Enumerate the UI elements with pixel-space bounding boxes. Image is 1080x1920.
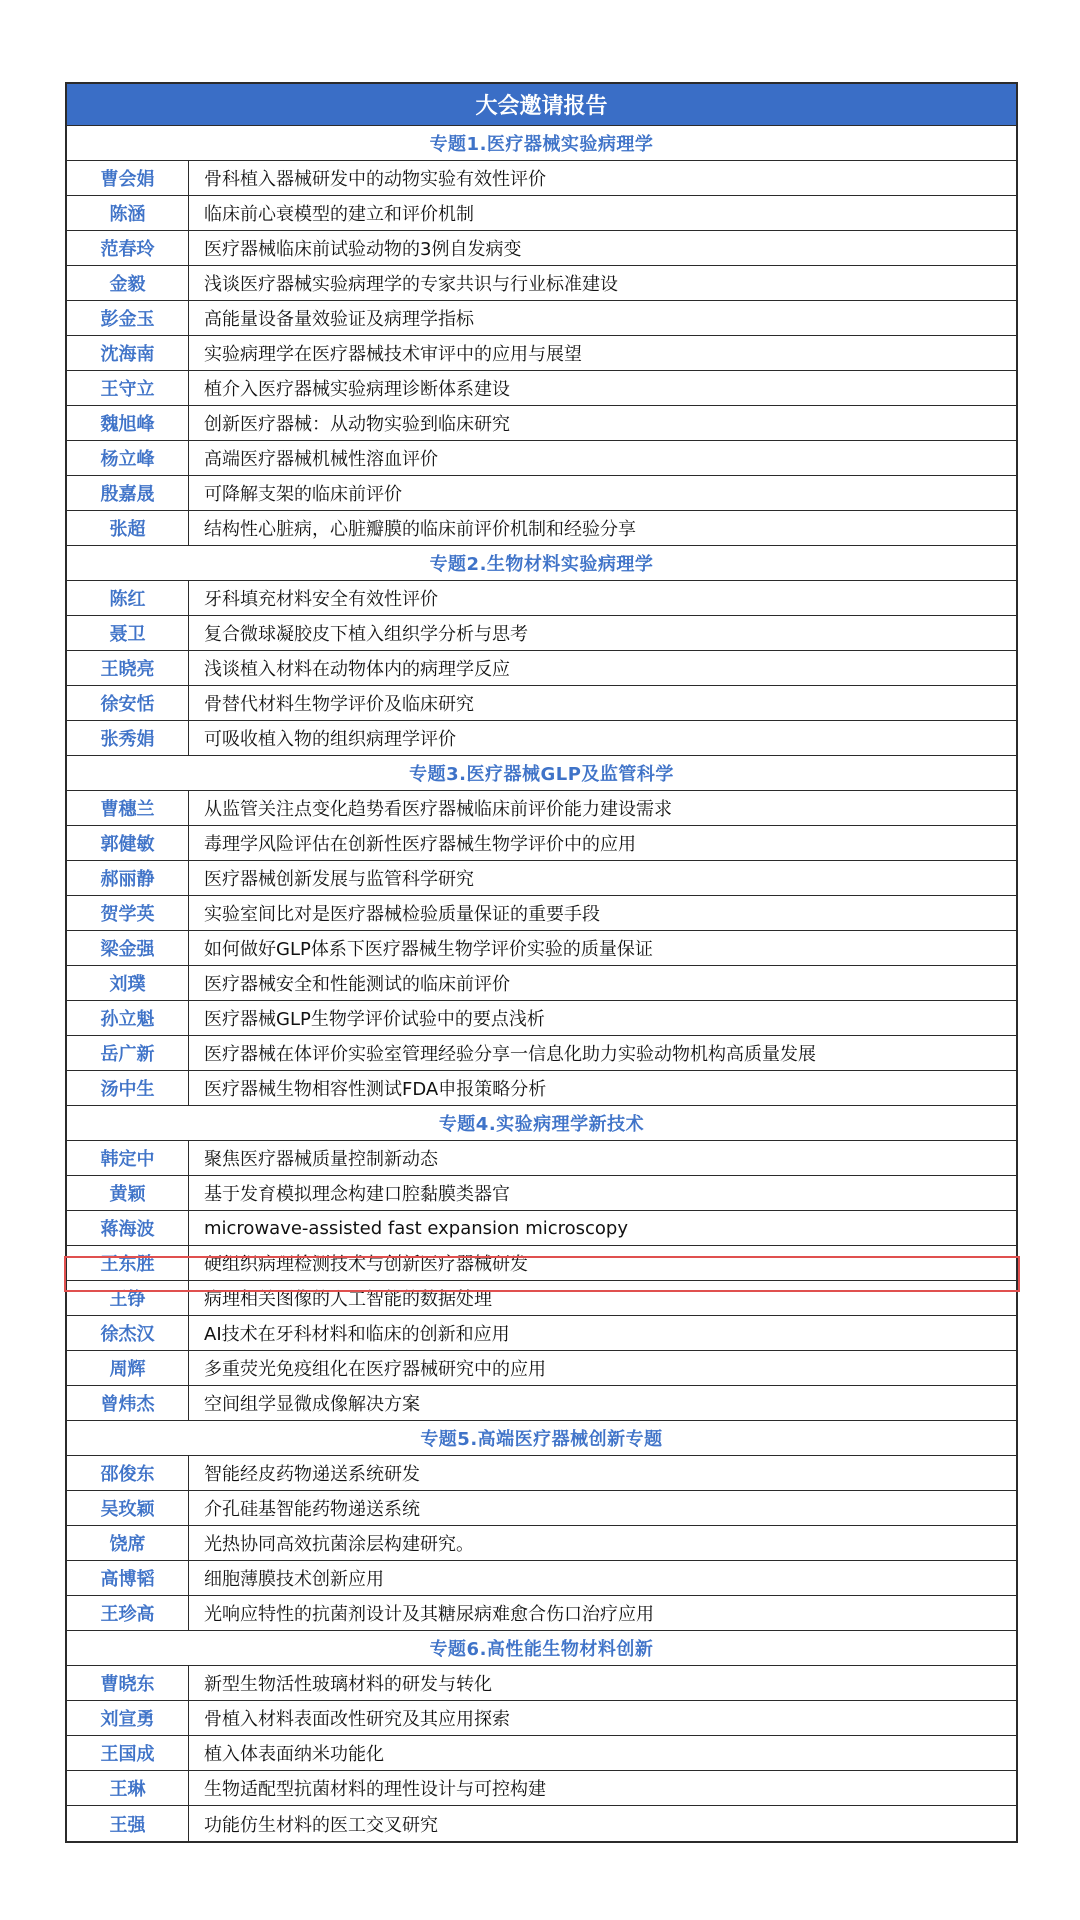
table-row [67,1701,1016,1736]
report-topic: 医疗器械安全和性能测试的临床前评价 [204,974,510,995]
table-row [67,931,1016,966]
table-row [67,1806,1016,1841]
report-topic: 可降解支架的临床前评价 [204,484,402,505]
report-topic: 基于发育模拟理念构建口腔黏膜类器官 [204,1184,510,1205]
speaker-name: 王琳 [67,1771,189,1805]
report-topic: 介孔硅基智能药物递送系统 [204,1499,420,1520]
speaker-name: 邵俊东 [67,1456,189,1490]
speaker-name: 张超 [67,511,189,545]
table-row [67,1351,1016,1386]
speaker-name: 王铮 [67,1281,189,1315]
speaker-name: 徐安恬 [67,686,189,720]
speaker-name: 郭健敏 [67,826,189,860]
speaker-name: 王珍高 [67,1596,189,1630]
report-topic: 从监管关注点变化趋势看医疗器械临床前评价能力建设需求 [204,799,672,820]
invited-reports-table [65,82,1018,1843]
speaker-name: 刘宣勇 [67,1701,189,1735]
speaker-name: 蒋海波 [67,1211,189,1245]
report-topic: 医疗器械在体评价实验室管理经验分享一信息化助力实验动物机构高质量发展 [204,1044,816,1065]
report-topic: 光响应特性的抗菌剂设计及其糖尿病难愈合伤口治疗应用 [204,1604,654,1625]
table-row [67,1736,1016,1771]
table-row [67,1281,1016,1316]
table-row [67,1071,1016,1106]
report-topic: 光热协同高效抗菌涂层构建研究。 [204,1534,474,1555]
report-topic: 结构性心脏病，心脏瓣膜的临床前评价机制和经验分享 [204,519,636,540]
section-heading: 专题4.实验病理学新技术 [67,1106,1016,1141]
speaker-name: 吴玫颖 [67,1491,189,1525]
speaker-name: 梁金强 [67,931,189,965]
report-topic: AI技术在牙科材料和临床的创新和应用 [204,1324,510,1345]
table-row [67,1001,1016,1036]
speaker-name: 沈海南 [67,336,189,370]
speaker-name: 陈红 [67,581,189,615]
report-topic: 高能量设备量效验证及病理学指标 [204,309,474,330]
speaker-name: 饶席 [67,1526,189,1560]
report-topic: 如何做好GLP体系下医疗器械生物学评价实验的质量保证 [204,939,653,960]
report-topic: microwave-assisted fast expansion microscopy [204,1217,629,1239]
table-row [67,1386,1016,1421]
table-row [67,371,1016,406]
report-topic: 实验室间比对是医疗器械检验质量保证的重要手段 [204,904,600,925]
table-row [67,896,1016,931]
speaker-name: 金毅 [67,266,189,300]
speaker-name: 周辉 [67,1351,189,1385]
section-heading: 专题6.高性能生物材料创新 [67,1631,1016,1666]
speaker-name: 王强 [67,1806,189,1841]
section-heading: 专题2.生物材料实验病理学 [67,546,1016,581]
report-topic: 可吸收植入物的组织病理学评价 [204,729,456,750]
section-heading: 专题5.高端医疗器械创新专题 [67,1421,1016,1456]
report-topic: 实验病理学在医疗器械技术审评中的应用与展望 [204,344,582,365]
table-row [67,266,1016,301]
speaker-name: 陈涵 [67,196,189,230]
report-topic: 高端医疗器械机械性溶血评价 [204,449,438,470]
speaker-name: 魏旭峰 [67,406,189,440]
table-row [67,1316,1016,1351]
report-topic: 病理相关图像的人工智能的数据处理 [204,1289,492,1310]
table-row [67,1176,1016,1211]
report-topic: 骨替代材料生物学评价及临床研究 [204,694,474,715]
report-topic: 医疗器械生物相容性测试FDA申报策略分析 [204,1079,547,1100]
speaker-name: 曾炜杰 [67,1386,189,1420]
speaker-name: 曹会娟 [67,161,189,195]
table-row [67,651,1016,686]
speaker-name: 殷嘉晟 [67,476,189,510]
report-topic: 临床前心衰模型的建立和评价机制 [204,204,474,225]
speaker-name: 王国成 [67,1736,189,1770]
speaker-name: 高博韬 [67,1561,189,1595]
table-row [67,161,1016,196]
report-topic: 智能经皮药物递送系统研发 [204,1464,420,1485]
speaker-name: 张秀娟 [67,721,189,755]
report-topic: 医疗器械GLP生物学评价试验中的要点浅析 [204,1009,545,1030]
report-topic: 医疗器械临床前试验动物的3例自发病变 [204,239,522,260]
report-topic: 硬组织病理检测技术与创新医疗器械研发 [204,1254,528,1275]
table-row [67,581,1016,616]
speaker-name: 曹穗兰 [67,791,189,825]
section-heading: 专题1.医疗器械实验病理学 [67,126,1016,161]
speaker-name: 范春玲 [67,231,189,265]
table-row [67,336,1016,371]
speaker-name: 王守立 [67,371,189,405]
table-row [67,1526,1016,1561]
speaker-name: 曹晓东 [67,1666,189,1700]
report-topic: 聚焦医疗器械质量控制新动态 [204,1149,438,1170]
report-topic: 功能仿生材料的医工交叉研究 [204,1814,438,1836]
speaker-name: 王晓亮 [67,651,189,685]
report-topic: 植入体表面纳米功能化 [204,1744,384,1765]
speaker-name: 黄颖 [67,1176,189,1210]
table-title: 大会邀请报告 [67,84,1016,126]
table-row [67,1771,1016,1806]
speaker-name: 岳广新 [67,1036,189,1070]
report-topic: 骨植入材料表面改性研究及其应用探索 [204,1709,510,1730]
table-row [67,1491,1016,1526]
table-row [67,1596,1016,1631]
table-row [67,196,1016,231]
table-row [67,511,1016,546]
table-row [67,826,1016,861]
speaker-name: 贺学英 [67,896,189,930]
report-topic: 植介入医疗器械实验病理诊断体系建设 [204,379,510,400]
report-topic: 骨科植入器械研发中的动物实验有效性评价 [204,169,546,190]
speaker-name: 郝丽静 [67,861,189,895]
speaker-name: 韩定中 [67,1141,189,1175]
section-heading: 专题3.医疗器械GLP及监管科学 [67,756,1016,791]
report-topic: 牙科填充材料安全有效性评价 [204,589,438,610]
table-row [67,301,1016,336]
report-topic: 多重荧光免疫组化在医疗器械研究中的应用 [204,1359,546,1380]
report-topic: 浅谈植入材料在动物体内的病理学反应 [204,659,510,680]
table-row [67,1666,1016,1701]
table-row [67,616,1016,651]
report-topic: 浅谈医疗器械实验病理学的专家共识与行业标准建设 [204,274,618,295]
table-row [67,406,1016,441]
speaker-name: 孙立魁 [67,1001,189,1035]
report-topic: 医疗器械创新发展与监管科学研究 [204,869,474,890]
speaker-name: 彭金玉 [67,301,189,335]
report-topic: 新型生物活性玻璃材料的研发与转化 [204,1674,492,1695]
table-row [67,791,1016,826]
table-row [67,861,1016,896]
table-row [67,476,1016,511]
table-row [67,231,1016,266]
speaker-name: 汤中生 [67,1071,189,1105]
report-topic: 生物适配型抗菌材料的理性设计与可控构建 [204,1779,546,1800]
table-body [67,126,1016,1841]
speaker-name: 刘璞 [67,966,189,1000]
report-topic: 空间组学显微成像解决方案 [204,1394,420,1415]
speaker-name: 徐杰汉 [67,1316,189,1350]
report-topic: 毒理学风险评估在创新性医疗器械生物学评价中的应用 [204,834,636,855]
table-row [67,721,1016,756]
table-row [67,441,1016,476]
table-row [67,1456,1016,1491]
table-row [67,1211,1016,1246]
table-row [67,1246,1016,1281]
table-row [67,1561,1016,1596]
table-row [67,1036,1016,1071]
table-row [67,686,1016,721]
report-topic: 创新医疗器械：从动物实验到临床研究 [204,414,510,435]
speaker-name: 杨立峰 [67,441,189,475]
speaker-name: 聂卫 [67,616,189,650]
report-topic: 细胞薄膜技术创新应用 [204,1569,384,1590]
speaker-name: 王东胜 [67,1246,189,1280]
table-row [67,966,1016,1001]
table-row [67,1141,1016,1176]
report-topic: 复合微球凝胶皮下植入组织学分析与思考 [204,624,528,645]
